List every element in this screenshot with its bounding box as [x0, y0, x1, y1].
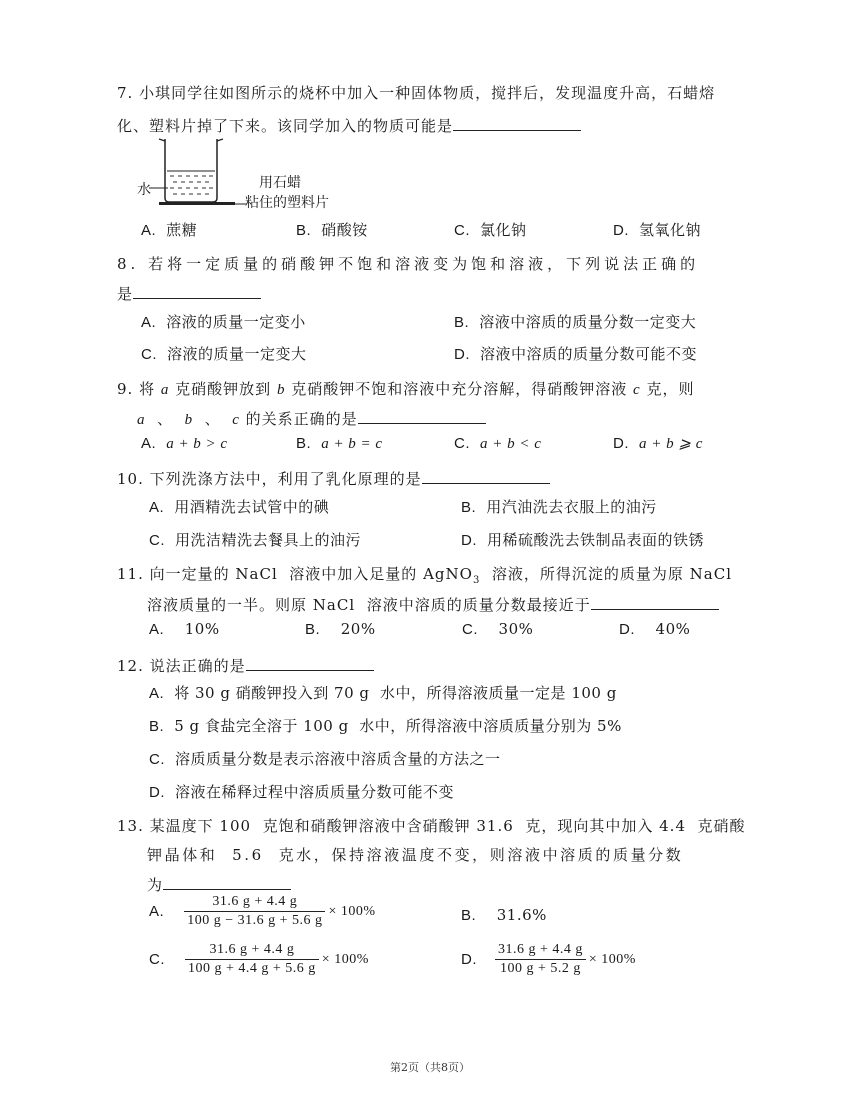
q11-option-c[interactable]: C. 30% — [462, 620, 534, 638]
q12-option-b[interactable]: B. 5 g 食盐完全溶于 100 g 水中，所得溶液中溶质质量分别为 5% — [149, 717, 622, 735]
q13-option-d-fraction: $\frac{31.6 g + 4.4 g}{100 g + 5.2 g}$ — [495, 942, 586, 977]
q12-option-d[interactable]: D. 溶液在稀释过程中溶质质量分数可能不变 — [149, 783, 455, 801]
q9-option-b[interactable]: B. a + b = c — [296, 435, 383, 452]
page-footer: 第2页（共8页） — [390, 1061, 470, 1074]
q13-line3: 为 — [147, 873, 291, 895]
q9-option-d[interactable]: D. a + b ⩾ c — [613, 435, 703, 452]
label-water: 水 — [137, 181, 151, 197]
q8-line2 — [117, 282, 261, 304]
q8-option-c[interactable]: C. 溶液的质量一定变大 — [141, 345, 307, 363]
q7-option-a[interactable]: A. 蔗糖 — [141, 221, 198, 239]
q13-option-a-fraction: $\frac{31.6 g + 4.4 g}{100 g - 31.6 g + 5.6 g}$ — [184, 894, 325, 929]
q9-option-a[interactable]: A. a + b > c — [141, 435, 228, 452]
q9-answer-blank — [358, 407, 486, 424]
q11-option-d[interactable]: D. 40% — [619, 620, 691, 638]
q11-option-b[interactable]: B. 20% — [305, 620, 376, 638]
q7-option-d[interactable]: D. 氢氧化钠 — [613, 221, 702, 239]
q7-option-b[interactable]: B. 硝酸铵 — [296, 221, 368, 239]
q8-line2-text: 是 — [117, 285, 134, 303]
q13-option-d[interactable]: D. $\frac{31.6 g + 4.4 g}{100 g + 5.2 g}$ × 100% — [461, 942, 636, 976]
q11-line1: 11. 向一定量的 NaCl 溶液中加入足量的 AgNO$_3$ 溶液，所得沉淀的质量为原 NaCl — [117, 565, 733, 586]
q12-option-c[interactable]: C. 溶质质量分数是表示溶液中溶质含量的方法之一 — [149, 750, 501, 768]
q10-option-b[interactable]: B. 用汽油洗去衣服上的油污 — [461, 498, 657, 516]
q12-option-a[interactable]: A. 将 30 g 硝酸钾投入到 70 g 水中，所得溶液质量一定是 100 g — [149, 684, 617, 702]
q8-option-b[interactable]: B. 溶液中溶质的质量分数一定变大 — [454, 313, 697, 331]
q13-option-c-fraction: $\frac{31.6 g + 4.4 g}{100 g + 4.4 g + 5.6 g}$ — [185, 942, 319, 977]
q8-option-a[interactable]: A. 溶液的质量一定变小 — [141, 313, 306, 331]
q10-option-c[interactable]: C. 用洗洁精洗去餐具上的油污 — [149, 531, 362, 549]
q10-option-a[interactable]: A. 用酒精洗去试管中的碘 — [149, 498, 330, 516]
q7-line1: 7. 小琪同学往如图所示的烧杯中加入一种固体物质，搅拌后，发现温度升高，石蜡熔 — [117, 84, 716, 102]
q7-line2-text: 化、塑料片掉了下来。该同学加入的物质可能是 — [117, 117, 454, 135]
q8-option-d[interactable]: D. 溶液中溶质的质量分数可能不变 — [454, 345, 698, 363]
q10-line1: 10. 下列洗涤方法中，利用了乳化原理的是 — [117, 467, 550, 489]
q13-option-b[interactable]: B. 31.6% — [461, 906, 547, 924]
q13-line2: 钾晶体和 5.6 克水，保持溶液温度不变，则溶液中溶质的质量分数 — [147, 846, 684, 864]
q7-option-c[interactable]: C. 氯化钠 — [454, 221, 527, 239]
q13-answer-blank — [163, 873, 291, 890]
q10-option-d[interactable]: D. 用稀硫酸洗去铁制品表面的铁锈 — [461, 531, 705, 549]
q13-line1: 13. 某温度下 100 克饱和硝酸钾溶液中含硝酸钾 31.6 克，现向其中加入 4.4 克硝酸 — [117, 817, 746, 835]
q10-answer-blank — [422, 467, 550, 484]
q13-option-a[interactable]: A. $\frac{31.6 g + 4.4 g}{100 g - 31.6 g + 5.6 g}$ × 100% — [149, 894, 376, 928]
q13-option-c[interactable]: C. $\frac{31.6 g + 4.4 g}{100 g + 4.4 g + 5.6 g}$ × 100% — [149, 942, 369, 976]
q12-line1: 12. 说法正确的是 — [117, 654, 374, 676]
label-wax-line1: 用石蜡 — [259, 174, 301, 190]
q9-line1: 9. 将 a 克硝酸钾放到 b 克硝酸钾不饱和溶液中充分溶解，得硝酸钾溶液 c 克，则 — [117, 380, 695, 398]
q11-option-a[interactable]: A. 10% — [149, 620, 220, 638]
q9-option-c[interactable]: C. a + b < c — [454, 435, 542, 452]
q7-answer-blank — [453, 114, 581, 131]
q11-line2: 溶液质量的一半。则原 NaCl 溶液中溶质的质量分数最接近于 — [147, 593, 719, 615]
q8-line1: 8. 若将一定质量的硝酸钾不饱和溶液变为饱和溶液，下列说法正确的 — [117, 255, 700, 273]
q9-line2: a 、 b 、 c 的关系正确的是 — [137, 407, 486, 429]
q8-answer-blank — [133, 282, 261, 299]
q11-answer-blank — [591, 593, 719, 610]
label-wax-line2: 粘住的塑料片 — [245, 194, 329, 210]
q7-line2 — [117, 114, 581, 136]
q12-answer-blank — [246, 654, 374, 671]
